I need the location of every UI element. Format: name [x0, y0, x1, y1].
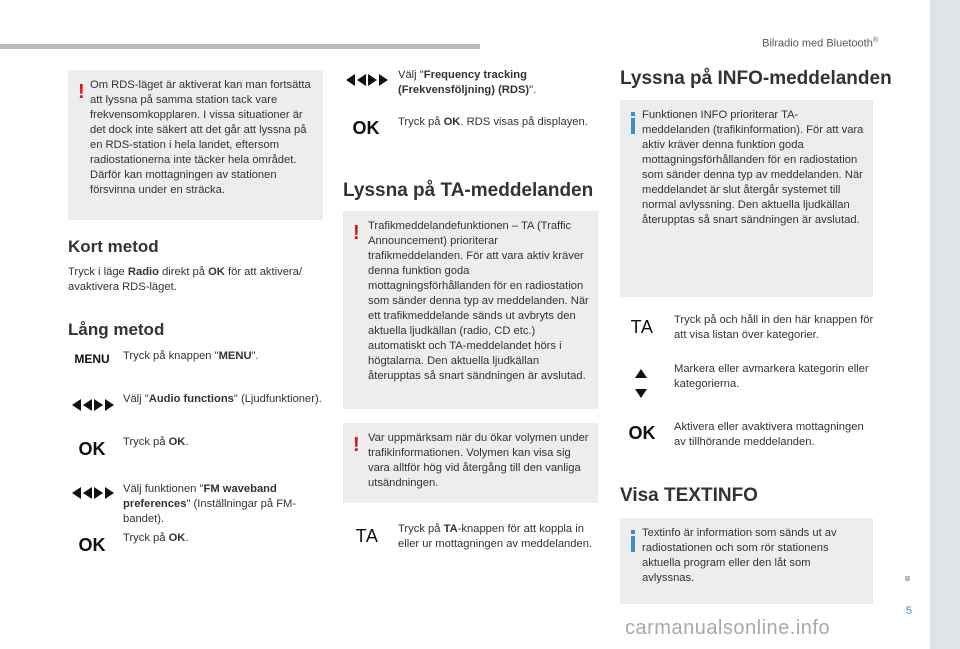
step-frequency-tracking: Välj "Frequency tracking (Frekvensföljning) (RDS)".	[398, 69, 537, 96]
step-fm-waveband: Välj funktionen "FM waveband preferences" (Inställningar på FM-bandet).	[123, 483, 297, 525]
ta-warning-text: Trafikmeddelandefunktionen – TA (Traffic Announcement) prioriterar trafikmeddelanden. För att vara aktiv kräver denna funktion goda mottagningsförhållanden för en radiostation som sänder denna typ av meddelanden. När ett trafikmeddelande sänds ut avbryts den aktuella ljudkällan (radio, CD etc.) automatiskt och TA-meddelandet hörs i högtalarna. Den aktuella ljudkällan återupptas så snart sändningen är avslutad.	[368, 220, 589, 382]
info-heading: Lyssna på INFO-meddelanden	[620, 68, 892, 89]
textinfo-box-text: Textinfo är information som sänds ut av radiostationen och som rör stationens aktuella program eller den låt som avlyssnas.	[642, 527, 837, 584]
warning-icon: !	[78, 81, 85, 103]
lang-metod-heading: Lång metod	[68, 320, 165, 339]
continuation-marker	[905, 576, 910, 581]
running-header: Bilradio med Bluetooth®	[762, 37, 878, 50]
ok-button-icon: OK	[78, 439, 106, 459]
top-rule	[0, 44, 480, 49]
ta-warning-box	[343, 211, 598, 409]
info-icon	[631, 530, 635, 552]
step-ok-rds: Tryck på OK. RDS visas på displayen.	[398, 116, 588, 128]
step-activate-reception: Aktivera eller avaktivera mottagningen av tillhörande meddelanden.	[674, 421, 864, 448]
ok-button-icon: OK	[352, 118, 380, 138]
up-down-arrows-icon	[635, 369, 647, 398]
step-ta-toggle: Tryck på TA-knappen för att koppla in eller ur mottagningen av meddelanden.	[398, 523, 593, 550]
page-number: 5	[905, 605, 912, 617]
volume-warning-text: Var uppmärksam när du ökar volymen under trafikinformationen. Volymen kan visa sig vara alltför hög vid återgång till den vanliga utsändningen.	[368, 432, 589, 489]
volume-warning-box	[343, 423, 598, 503]
info-box-text: Funktionen INFO prioriterar TA-meddelanden (trafikinformation). För att vara aktiv kräver denna funktion goda mottagningsförhållanden för en radiostation som sänder denna typ av meddelanden. När meddelandet är slut återgår systemet till normal avlyssning. Den aktuella ljudkällan återupptas så snart sändningen är avslutad.	[642, 109, 864, 226]
menu-button-icon: MENU	[74, 352, 110, 366]
step-show-categories: Tryck på och håll in den här knappen för att visa listan över kategorier.	[674, 314, 874, 341]
side-strip	[930, 0, 960, 649]
ok-button-icon: OK	[78, 535, 106, 555]
step-menu: Tryck på knappen "MENU".	[123, 350, 259, 362]
step-audio-functions: Välj "Audio functions" (Ljudfunktioner).	[123, 393, 322, 405]
textinfo-box	[620, 518, 873, 604]
ta-button-icon: TA	[355, 526, 379, 546]
rds-warning-box	[68, 70, 323, 220]
watermark: carmanualsonline.info	[625, 617, 831, 639]
kort-metod-heading: Kort metod	[68, 237, 159, 256]
kort-metod-text: Tryck i läge Radio direkt på OK för att aktivera/ avaktivera RDS-läget.	[68, 266, 302, 293]
step-select-category: Markera eller avmarkera kategorin eller kategorierna.	[674, 363, 869, 390]
warning-icon: !	[353, 222, 360, 244]
rds-warning-text: Om RDS-läget är aktiverat kan man fortsätta att lyssna på samma station tack vare frekvensomkopplaren. I vissa situationer är det dock inte säkert att det går att lyssna på en RDS-station i hela landet, eftersom radiostationerna inte täcker hela området. Därför kan mottagningen av stationen försvinna under en sträcka.	[90, 79, 311, 196]
info-box	[620, 100, 873, 297]
left-right-arrows-icon	[72, 399, 114, 411]
ok-button-icon: OK	[628, 423, 656, 443]
step-ok-2: Tryck på OK.	[123, 532, 189, 544]
ta-button-icon: TA	[630, 317, 654, 337]
left-right-arrows-icon	[72, 487, 114, 499]
step-ok-1: Tryck på OK.	[123, 436, 189, 448]
left-right-arrows-icon	[346, 74, 388, 86]
ta-heading: Lyssna på TA-meddelanden	[343, 180, 594, 201]
warning-icon: !	[353, 434, 360, 456]
textinfo-heading: Visa TEXTINFO	[620, 485, 758, 506]
info-icon	[631, 112, 635, 134]
